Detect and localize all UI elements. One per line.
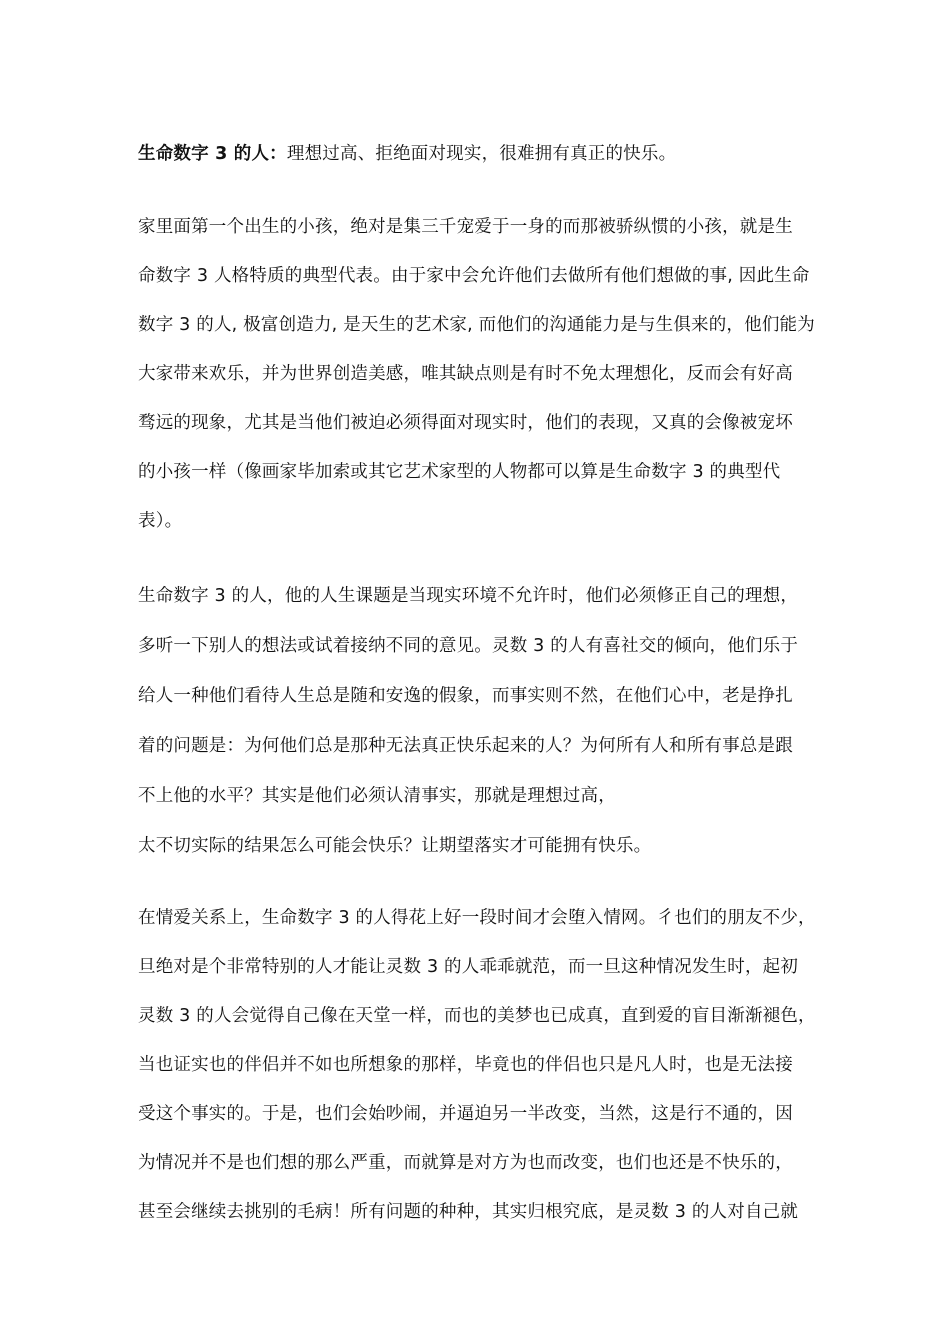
paragraph-line: 受这个事实的。于是，也们会始吵闹，并逼迫另一半改变，当然，这是行不通的，因 (138, 1104, 793, 1124)
paragraph-line: 为情况并不是也们想的那么严重，而就算是对方为也而改变，也们也还是不快乐的， (138, 1153, 793, 1173)
paragraph-line: 旦绝对是个非常特别的人才能让灵数 3 的人乖乖就范，而一旦这种情况发生时，起初 (138, 957, 799, 977)
paragraph-line: 大家带来欢乐，并为世界创造美感，唯其缺点则是有时不免太理想化，反而会有好高 (138, 364, 793, 384)
paragraph-line: 家里面第一个出生的小孩，绝对是集三千宠爱于一身的而那被骄纵惯的小孩，就是生 (138, 217, 793, 237)
document-title (138, 142, 676, 166)
title-emphasis: 生命数字 3 的人： (138, 144, 287, 164)
paragraph-line: 多听一下别人的想法或试着接纳不同的意见。灵数 3 的人有喜社交的倾向，他们乐于 (138, 636, 799, 656)
paragraph-line: 表）。 (138, 511, 183, 531)
paragraph-line: 着的问题是：为何他们总是那种无法真正快乐起来的人？为何所有人和所有事总是跟 (138, 736, 793, 756)
paragraph-line: 灵数 3 的人会觉得自己像在天堂一样，而也的美梦也已成真，直到爱的盲目渐渐褪色， (138, 1006, 816, 1026)
paragraph-line: 的小孩一样（像画家毕加索或其它艺术家型的人物都可以算是生命数字 3 的典型代 (138, 462, 781, 482)
title-text: 理想过高、拒绝面对现实，很难拥有真正的快乐。 (286, 144, 677, 164)
paragraph-line: 数字 3 的人, 极富创造力, 是天生的艺术家, 而他们的沟通能力是与生俱来的，他们能为 (138, 315, 815, 335)
paragraph-line: 给人一种他们看待人生总是随和安逸的假象，而事实则不然，在他们心中，老是挣扎 (138, 686, 793, 706)
paragraph-line: 太不切实际的结果怎么可能会快乐？让期望落实才可能拥有快乐。 (138, 836, 652, 856)
paragraph-line: 命数字 3 人格特质的典型代表。由于家中会允许他们去做所有他们想做的事, 因此生命 (138, 266, 810, 286)
paragraph-line: 甚至会继续去挑别的毛病！所有问题的种种，其实归根究底，是灵数 3 的人对自己就 (138, 1202, 799, 1222)
paragraph-line: 骛远的现象，尤其是当他们被迫必须得面对现实时，他们的表现，又真的会像被宠坏 (138, 413, 793, 433)
paragraph-line: 当也证实也的伴侣并不如也所想象的那样，毕竟也的伴侣也只是凡人时，也是无法接 (138, 1055, 793, 1075)
paragraph-line: 生命数字 3 的人，他的人生课题是当现实环境不允许时，他们必须修正自己的理想， (138, 586, 799, 606)
paragraph-line: 在情爱关系上，生命数字 3 的人得花上好一段时间才会堕入情网。彳也们的朋友不少， (138, 908, 816, 928)
paragraph-line: 不上他的水平？其实是他们必须认清事实，那就是理想过高， (138, 786, 616, 806)
